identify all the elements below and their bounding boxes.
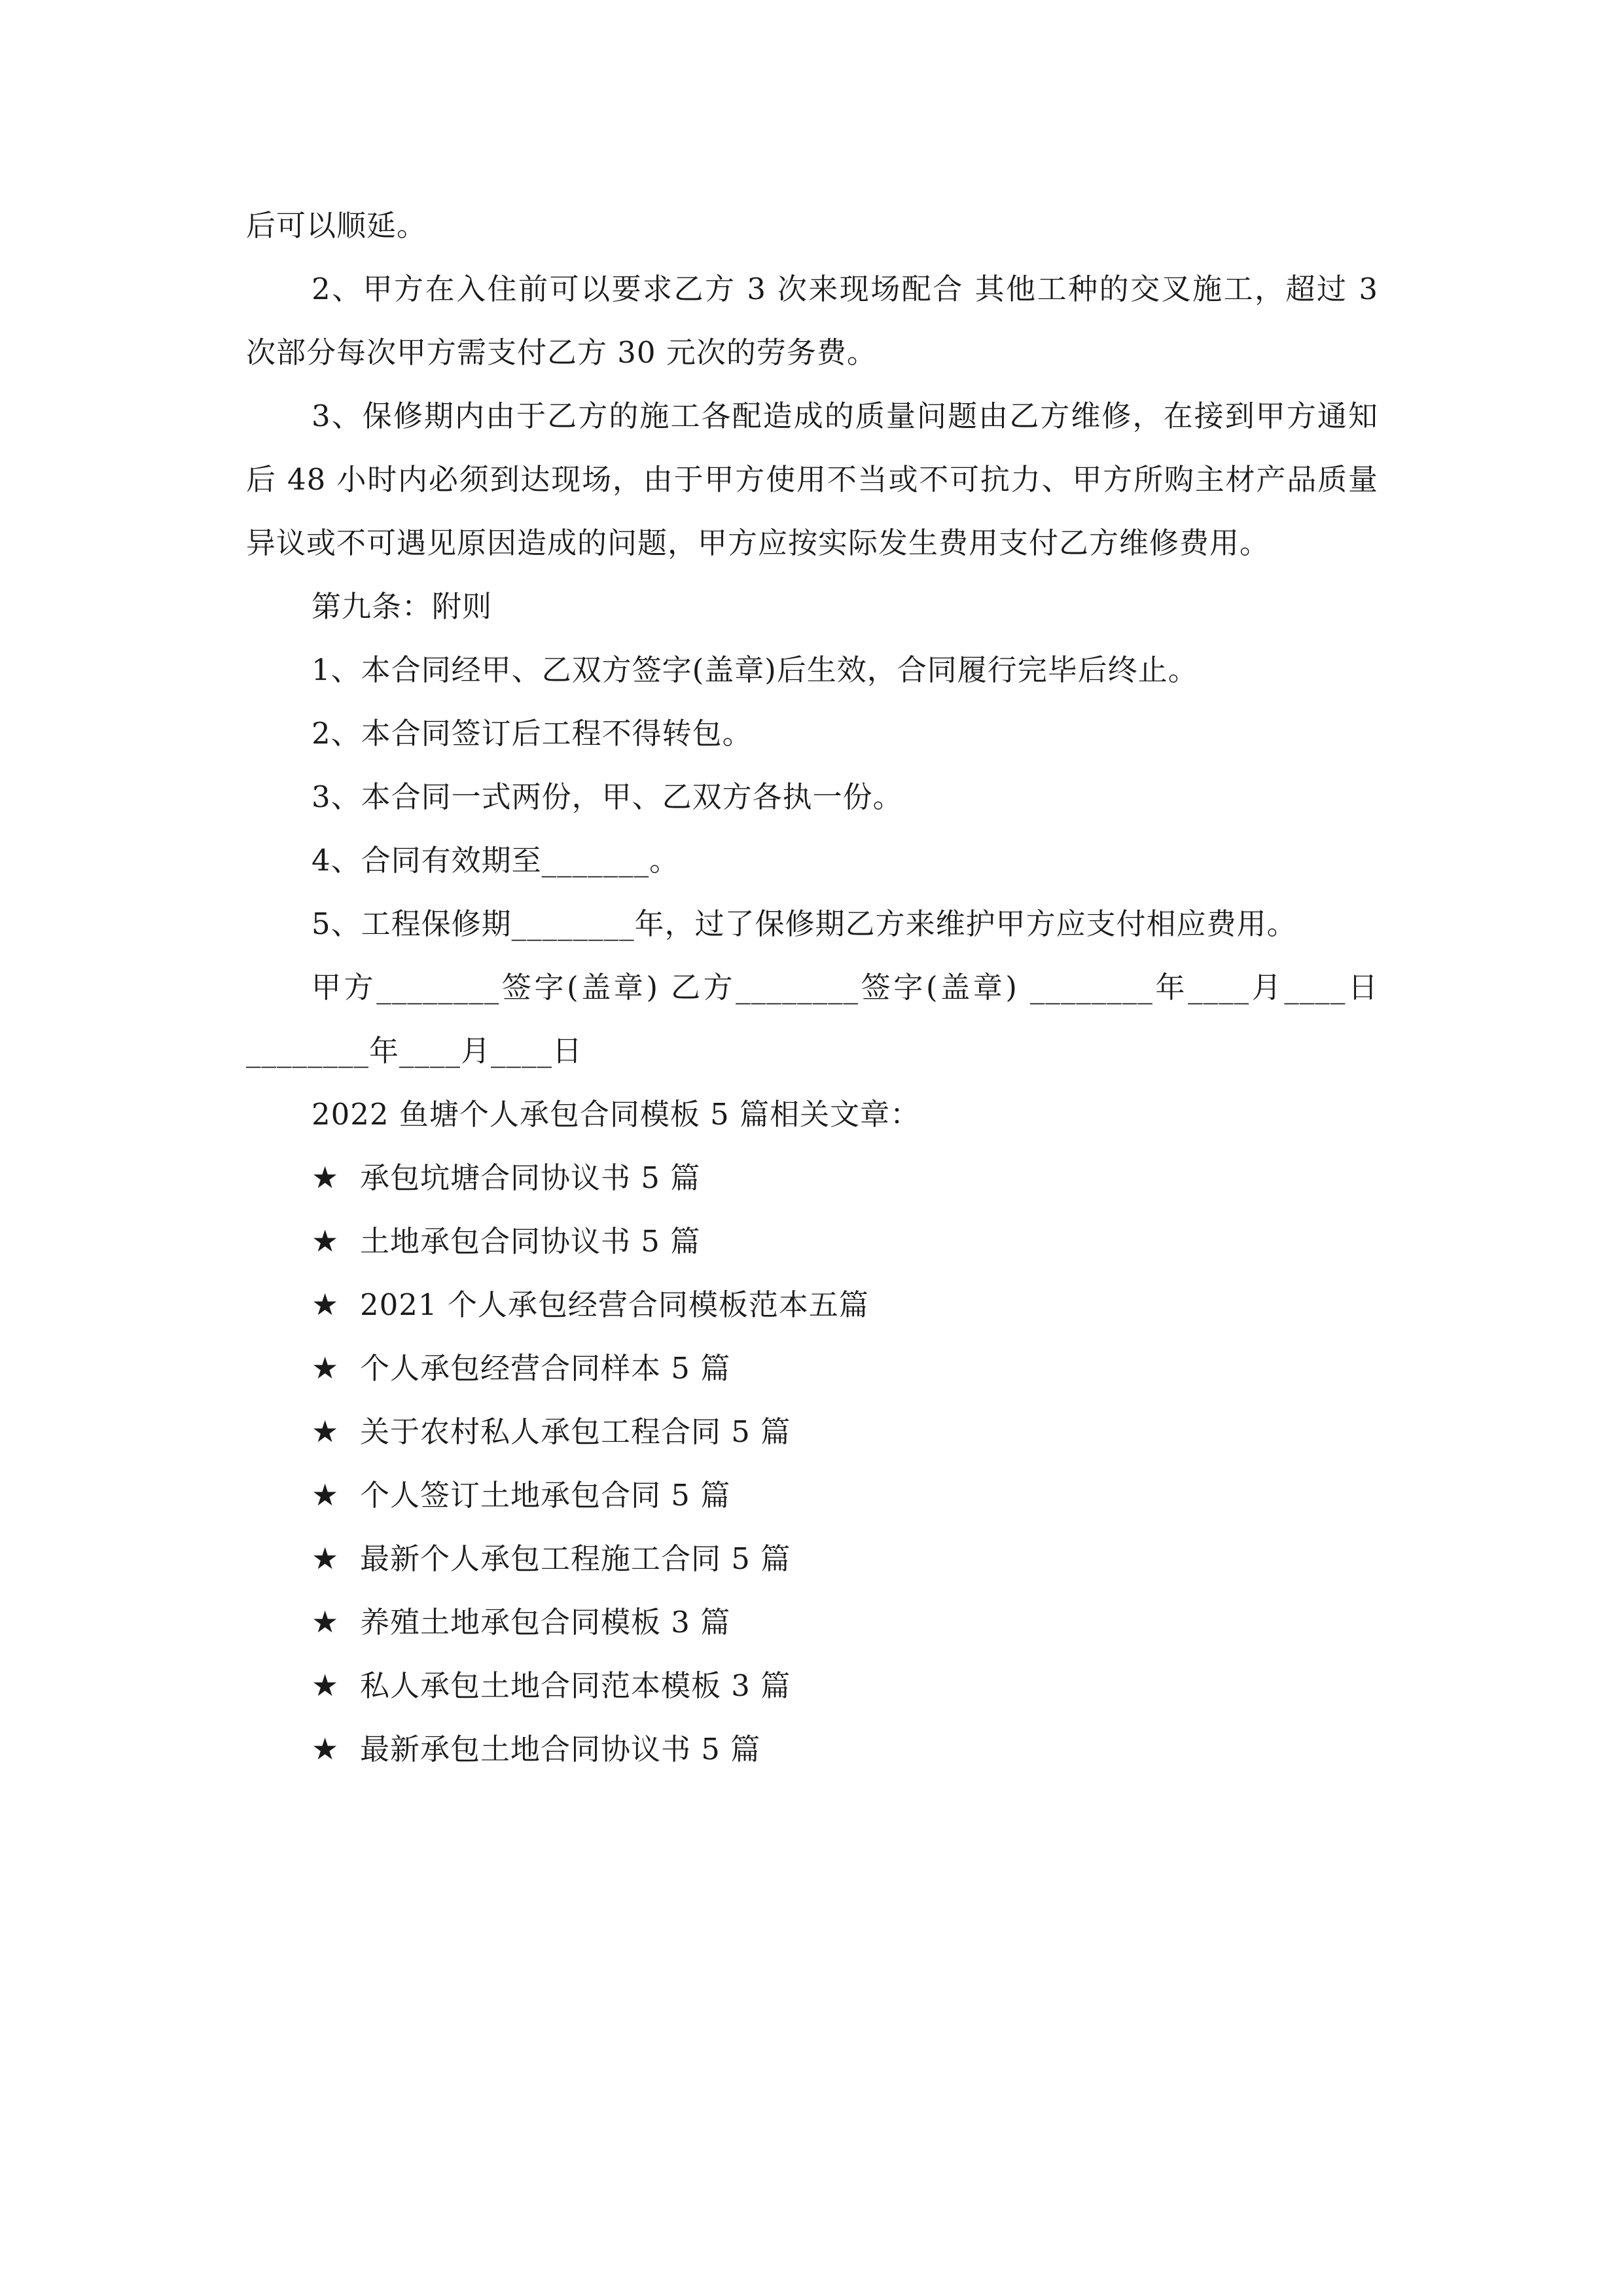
signature-line: 甲方________签字(盖章) 乙方________签字(盖章) ________年____月____日 ________年____月____日 (246, 970, 1378, 1068)
paragraph-annex-3: 3、本合同一式两份，甲、乙双方各执一份。 (312, 780, 903, 814)
list-item[interactable] (246, 1463, 1378, 1527)
list-item[interactable] (246, 1336, 1378, 1400)
related-article-link[interactable]: 关于农村私人承包工程合同 5 篇 (360, 1414, 791, 1449)
related-article-link[interactable]: 最新个人承包工程施工合同 5 篇 (360, 1541, 791, 1576)
star-icon: ★ (312, 1477, 340, 1513)
related-articles-heading: 2022 鱼塘个人承包合同模板 5 篇相关文章： (312, 1097, 921, 1132)
list-item[interactable] (246, 1654, 1378, 1717)
list-item[interactable] (246, 1717, 1378, 1781)
list-item[interactable] (246, 1400, 1378, 1463)
star-icon: ★ (312, 1604, 340, 1640)
star-icon: ★ (312, 1668, 340, 1703)
paragraph-continuation: 后可以顺延。 (246, 208, 427, 243)
list-item[interactable] (246, 1146, 1378, 1210)
star-icon: ★ (312, 1287, 340, 1322)
related-article-link[interactable]: 承包坑塘合同协议书 5 篇 (360, 1160, 701, 1195)
star-icon: ★ (312, 1731, 340, 1767)
related-article-link[interactable]: 个人签订土地承包合同 5 篇 (360, 1478, 731, 1513)
related-article-link[interactable]: 最新承包土地合同协议书 5 篇 (360, 1732, 761, 1767)
list-item[interactable] (246, 1273, 1378, 1336)
star-icon: ★ (312, 1541, 340, 1576)
list-item[interactable] (246, 1527, 1378, 1590)
document-body (246, 194, 1378, 1781)
related-article-link[interactable]: 个人承包经营合同样本 5 篇 (360, 1351, 731, 1386)
paragraph-clause-3: 3、保修期内由于乙方的施工各配造成的质量问题由乙方维修，在接到甲方通知后 48 小时内必须到达现场，由于甲方使用不当或不可抗力、甲方所购主材产品质量异议或不可遇见原因造成的问题，甲方应按实际发生费用支付乙方维修费用。 (246, 399, 1378, 560)
related-article-link[interactable]: 2021 个人承包经营合同模板范本五篇 (360, 1287, 869, 1322)
star-icon: ★ (312, 1414, 340, 1449)
related-article-link[interactable]: 私人承包土地合同范本模板 3 篇 (360, 1668, 791, 1703)
star-icon: ★ (312, 1350, 340, 1386)
paragraph-annex-5: 5、工程保修期________年，过了保修期乙方来维护甲方应支付相应费用。 (312, 906, 1297, 941)
related-article-link[interactable]: 养殖土地承包合同模板 3 篇 (360, 1605, 731, 1640)
paragraph-annex-4: 4、合同有效期至_______。 (312, 843, 680, 878)
star-icon: ★ (312, 1160, 340, 1195)
related-articles-list (246, 1146, 1378, 1781)
section-heading-article-9: 第九条：附则 (312, 589, 493, 624)
star-icon: ★ (312, 1223, 340, 1259)
list-item[interactable] (246, 1210, 1378, 1273)
paragraph-clause-2: 2、甲方在入住前可以要求乙方 3 次来现场配合 其他工种的交叉施工，超过 3 次部分每次甲方需支付乙方 30 元次的劳务费。 (246, 272, 1378, 370)
paragraph-annex-1: 1、本合同经甲、乙双方签字(盖章)后生效，合同履行完毕后终止。 (312, 653, 1198, 687)
related-article-link[interactable]: 土地承包合同协议书 5 篇 (360, 1224, 701, 1259)
list-item[interactable] (246, 1590, 1378, 1654)
paragraph-annex-2: 2、本合同签订后工程不得转包。 (312, 716, 753, 751)
